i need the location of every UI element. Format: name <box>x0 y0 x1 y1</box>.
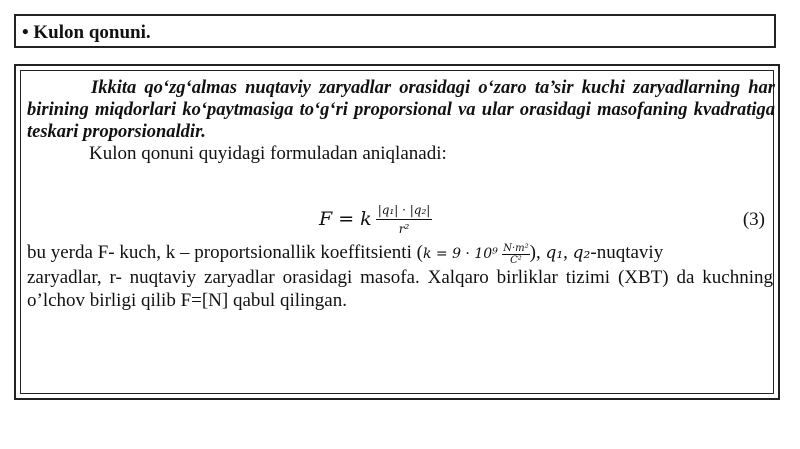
explanation-paragraph <box>27 241 773 312</box>
content-frame <box>14 64 780 400</box>
law-statement: Ikkita qo‘zg‘almas nuqtaviy zaryadlar orasidagi o‘zaro ta’sir kuchi zaryadlarning har birining miqdorlari ko‘paytmasiga to‘g‘ri proporsional va ular orasidagi masofaning kvadratiga teskari proporsionaldir. <box>27 78 775 142</box>
constant-unit-denominator: C² <box>510 254 522 266</box>
explanation-text: -nuqtaviy <box>590 242 664 263</box>
explanation-line-3: o’lchov birligi qilib F=[N] qabul qilingan. <box>27 290 347 311</box>
charge-q2: q₂ <box>572 243 591 263</box>
explanation-line-2: zaryadlar, r- nuqtaviy zaryadlar orasidagi masofa. Xalqaro birliklar tizimi (XBT) da kuchning <box>27 267 773 288</box>
constant-unit-numerator: N·m² <box>503 242 529 254</box>
content-inner-frame <box>20 70 774 394</box>
explanation-text: bu yerda F- kuch, k – proportsionallik koeffitsienti ( <box>27 242 423 263</box>
formula-fraction <box>376 203 433 236</box>
explanation-text: ), <box>529 242 546 263</box>
formula-intro: Kulon qonuni quyidagi formuladan aniqlanadi: <box>89 143 447 164</box>
explanation-line-1 <box>27 241 773 266</box>
coulomb-formula <box>319 199 432 239</box>
constant-unit <box>502 243 529 266</box>
constant-prefix: k = 9 · 10⁹ <box>422 246 498 262</box>
explanation-text: , <box>563 242 573 263</box>
charge-q1: q₁ <box>545 243 564 263</box>
formula-lhs: F = k <box>319 208 372 230</box>
slide-title: • Kulon qonuni. <box>22 22 151 43</box>
title-box <box>14 14 776 48</box>
constant-value <box>422 242 530 266</box>
equation-number: (3) <box>742 209 765 230</box>
formula-numerator: |q₁| · |q₂| <box>376 203 433 220</box>
formula-denominator: r² <box>398 221 410 236</box>
